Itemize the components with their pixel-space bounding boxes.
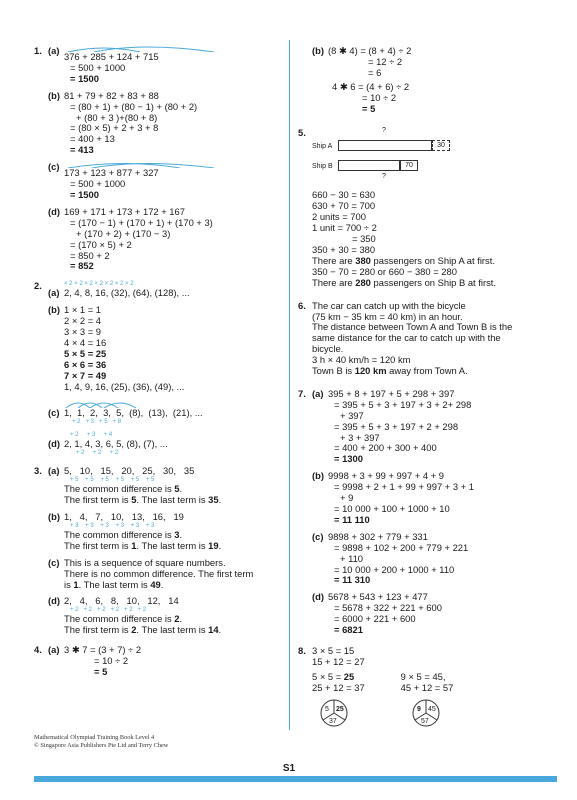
question-number: 1.: [34, 45, 42, 56]
q2-part-b: [48, 305, 284, 392]
work-line: = 5678 + 322 + 221 + 600: [334, 602, 442, 614]
step-labels: + 3 + 3 + 3 + 3 + 3 + 3: [70, 522, 155, 529]
statement: passengers on Ship B at first.: [370, 276, 496, 288]
work-line: + (170 + 2) + (170 − 3): [76, 227, 171, 239]
step-labels: + 2 + 3 + 4: [70, 432, 113, 439]
question-number: 4.: [34, 644, 42, 656]
circle-diagrams: [318, 698, 560, 728]
work-line: = (170 × 5) + 2: [70, 238, 132, 250]
right-column: [298, 46, 560, 737]
work-line: 2 units = 700: [312, 211, 366, 223]
q1-part-a: [48, 46, 284, 85]
circle-diagram-1: [318, 698, 350, 728]
q7-part-b: [312, 471, 560, 526]
statement: There are: [312, 276, 356, 288]
work-line: 395 + 8 + 197 + 5 + 298 + 397: [328, 387, 455, 399]
work-line: (75 km − 35 km = 40 km) in an hour.: [312, 310, 463, 322]
step-labels: + 5 + 5 + 5 + 5 + 5 + 5: [70, 477, 155, 484]
work-line: 1, 4, 9, 16, (25), (36), (49), ...: [64, 380, 185, 392]
work-line: 173 + 123 + 877 + 327: [64, 167, 159, 179]
work-line: 350 − 70 = 280 or 660 − 380 = 280: [312, 265, 457, 277]
work-line: + (80 + 3 )+(80 + 8): [76, 111, 158, 123]
part-label: (b): [48, 511, 60, 522]
work-line: 376 + 285 + 124 + 715: [64, 51, 159, 62]
work-line: 1 unit = 700 ÷ 2: [312, 222, 377, 234]
q1-part-b: [48, 91, 284, 156]
copyright: © Singapore Asia Publishers Pte Ltd and Terry Chew: [34, 741, 169, 749]
work-line: 630 + 70 = 700: [312, 200, 376, 212]
answer: 3: [174, 528, 180, 540]
statement: . The last term is: [136, 494, 209, 506]
question-number: 3.: [34, 465, 42, 477]
q2-part-a: [48, 281, 284, 299]
part-label: (d): [48, 438, 60, 450]
pie-value: 45: [428, 705, 436, 713]
sequence: 5, 10, 15, 20, 25, 30, 35: [64, 465, 195, 477]
work-line: 3 h × 40 km/h = 120 km: [312, 354, 411, 366]
part-label: (d): [312, 591, 324, 603]
pie-value: 57: [421, 717, 429, 725]
statement: away from Town A.: [386, 365, 468, 377]
statement: passengers on Ship A at first.: [370, 254, 495, 266]
pie-value: 37: [329, 717, 337, 725]
work-line: = 395 + 5 + 3 + 197 + 2 + 298: [334, 420, 459, 432]
work-line: = 9998 + 2 + 1 + 99 + 997 + 3 + 1: [334, 481, 474, 493]
work-line: (8 ✱ 4) = (8 + 4) ÷ 2: [328, 45, 412, 56]
work-line: = (80 × 5) + 2 + 3 + 8: [70, 122, 159, 134]
work-line: = 850 + 2: [70, 249, 110, 261]
answer: = 6821: [334, 624, 363, 636]
step-labels: + 2 + 2 + 2: [76, 450, 119, 457]
work-line: 15 + 12 = 27: [312, 655, 365, 667]
step-labels: + 2 + 2 + 2 + 2 + 2 + 2: [70, 607, 147, 614]
answer: 5: [174, 483, 180, 495]
part-label: (b): [312, 470, 324, 482]
statement: The first term is: [64, 494, 132, 506]
part-label: (d): [48, 205, 60, 217]
statement: The common difference is: [64, 483, 175, 495]
part-label: (a): [48, 45, 60, 56]
question-1: [34, 46, 284, 272]
accent-stripe: [34, 776, 557, 782]
answer: 1: [73, 578, 79, 590]
part-label: (c): [312, 530, 324, 542]
answer: = 1500: [70, 72, 99, 84]
answer: 35: [208, 494, 219, 506]
question-number: 2.: [34, 280, 42, 292]
work-line: 4 ✱ 6 = (4 + 6) ÷ 2: [332, 80, 410, 92]
work-line: = 9898 + 102 + 200 + 779 + 221: [334, 541, 469, 553]
question-3: [34, 466, 284, 636]
work-line: + 3 + 397: [340, 431, 380, 443]
pie-value: 25: [336, 705, 344, 713]
answer: = 11 310: [334, 574, 371, 586]
circle-diagram-2: [410, 698, 442, 728]
ship-b-label: Ship B: [312, 163, 333, 171]
work-line: 1 × 1 = 1: [64, 304, 102, 316]
work-line: 2, 4, 8, 16, (32), (64), (128), ...: [64, 287, 190, 299]
work-line: = 10 000 + 100 + 1000 + 10: [334, 503, 450, 514]
work-line: = 400 + 13: [70, 133, 115, 145]
statement: The common difference is: [64, 528, 175, 540]
work-line: 3 × 5 = 15: [312, 644, 355, 656]
answer: = 852: [70, 260, 94, 272]
work-line: 3 × 3 = 9: [64, 326, 102, 338]
q7-part-c: [312, 532, 560, 587]
work-line: 5678 + 543 + 123 + 477: [328, 591, 428, 603]
q1-part-d: [48, 207, 284, 272]
answer: 2: [174, 613, 180, 625]
statement: This is a sequence of square numbers.: [64, 556, 226, 568]
statement: The first term is: [64, 624, 132, 636]
work-line: same distance for the car to catch up with the: [312, 332, 501, 344]
work-line: 5 × 5 = 25: [64, 347, 107, 359]
answer: = 1300: [334, 453, 363, 465]
part-label: (b): [312, 45, 324, 56]
work-line: 81 + 79 + 82 + 83 + 88: [64, 89, 159, 101]
book-title: Mathematical Olympiad Training Book Level 4: [34, 734, 155, 741]
answer: 14: [208, 624, 219, 636]
answer: 380: [355, 254, 371, 266]
statement: is: [64, 578, 74, 590]
work-line: = 350: [352, 233, 376, 245]
work-line: 660 − 30 = 630: [312, 189, 376, 201]
work-line: 169 + 171 + 173 + 172 + 167: [64, 205, 185, 217]
ship-a-extra: 30: [432, 140, 450, 151]
work-line: 3 ✱ 7 = (3 + 7) ÷ 2: [64, 644, 142, 656]
part-label: (c): [48, 161, 60, 173]
answer: 280: [355, 276, 371, 288]
work-line: = 500 + 1000: [70, 61, 126, 73]
sequence: 2, 4, 6, 8, 10, 12, 14: [64, 595, 179, 607]
question-8: [298, 646, 560, 728]
question-number: 8.: [298, 644, 306, 656]
step-labels: + 2 + 3 + 5 + 8: [72, 419, 122, 426]
answer: 25: [343, 670, 355, 682]
q7-part-d: [312, 592, 560, 636]
work-line: = 395 + 5 + 3 + 197 + 3 + 2+ 298: [334, 398, 472, 410]
work-line: = 6: [368, 66, 382, 78]
statement: There is no common difference. The first term: [64, 567, 254, 579]
work-line: 9 × 5 = 45,: [400, 670, 446, 682]
part-label: (a): [48, 287, 60, 299]
step-labels: × 2 × 2 × 2 × 2 × 2 × 2 × 2: [64, 281, 134, 288]
work-line: bicycle.: [312, 343, 344, 355]
part-label: (d): [48, 595, 60, 607]
footer: [34, 734, 168, 749]
work-line: The distance between Town A and Town B is the: [312, 321, 513, 333]
part-label: (b): [48, 89, 60, 101]
statement: The first term is: [64, 539, 132, 551]
part-label: (a): [312, 387, 324, 399]
column-divider: [289, 40, 290, 730]
answer: 1: [131, 539, 137, 551]
answer: 2: [131, 624, 137, 636]
work-line: + 9: [340, 492, 354, 504]
ship-a-label: Ship A: [312, 143, 333, 151]
ship-b-bar: [338, 160, 400, 171]
answer: = 1500: [70, 188, 99, 200]
pie-value: 9: [417, 705, 421, 713]
part-label: (a): [48, 644, 60, 656]
work-line: 350 + 30 = 380: [312, 243, 376, 255]
answer: = 413: [70, 144, 94, 156]
work-line: 7 × 7 = 49: [64, 369, 107, 381]
work-line: = 500 + 1000: [70, 178, 126, 190]
work-line: 9998 + 3 + 99 + 997 + 4 + 9: [328, 470, 444, 482]
work-line: = 400 + 200 + 300 + 400: [334, 442, 437, 454]
answer: 120 km: [354, 365, 387, 377]
answer: 5: [131, 494, 137, 506]
pie-value: 5: [325, 705, 329, 713]
q1-part-c: [48, 162, 284, 201]
work-line: = (170 − 1) + (170 + 1) + (170 + 3): [70, 216, 213, 228]
page-number: S1: [278, 762, 300, 776]
q2-part-c: [48, 398, 284, 426]
question-2: [34, 281, 284, 457]
question-number: 5.: [298, 127, 306, 139]
q4-part-a: [48, 645, 284, 678]
statement: The common difference is: [64, 613, 175, 625]
question-5: [298, 128, 560, 288]
work-line: 2 × 2 = 4: [64, 315, 102, 327]
work-line: 6 × 6 = 36: [64, 358, 107, 370]
q3-part-d: (d) 2, 4, 6, 8, 10, 12, 14 + 2 + 2 + 2 + 2 + 2 + 2 The common difference is 2. The first term is 2. The last term is 14.: [48, 596, 284, 636]
statement: . The last term is: [78, 578, 151, 590]
work-line: = 12 ÷ 2: [368, 55, 403, 67]
answer: = 5: [362, 102, 376, 114]
statement: . The last term is: [136, 624, 209, 636]
question-4: [34, 645, 284, 678]
answer: = 5: [94, 665, 108, 677]
work-line: = 10 ÷ 2: [94, 655, 129, 667]
question-number: 6.: [298, 299, 306, 311]
question-6: [298, 301, 560, 377]
work-line: + 110: [340, 552, 364, 564]
answer: 49: [150, 578, 161, 590]
work-line: = (80 + 1) + (80 − 1) + (80 + 2): [70, 100, 198, 112]
work-line: 5 × 5 =: [312, 670, 344, 682]
work-line: 45 + 12 = 57: [400, 681, 454, 693]
question-number: 7.: [298, 387, 306, 399]
answer: 19: [208, 539, 219, 551]
work-line: + 397: [340, 409, 364, 421]
work-line: 2, 1, 4, 3, 6, 5, (8), (7), ...: [64, 438, 168, 450]
sequence: 1, 4, 7, 10, 13, 16, 19: [64, 511, 184, 522]
q3-part-a: (a) 5, 10, 15, 20, 25, 30, 35 + 5 + 5 + 5 + 5 + 5 + 5 The common difference is 5. The first term is 5. The last term is 35.: [48, 466, 284, 506]
work-line: The car can catch up with the bicycle: [312, 299, 466, 311]
q3-part-b: (b) 1, 4, 7, 10, 13, 16, 19 + 3 + 3 + 3 + 3 + 3 + 3 The common difference is 3. The first term is 1. The last term is 19.: [48, 512, 284, 552]
part-label: (b): [48, 304, 60, 316]
work-line: 1, 1, 2, 3, 5, (8), (13), (21), ...: [64, 407, 203, 419]
part-label: (c): [48, 556, 60, 568]
ship-b-extra: 70: [400, 160, 418, 171]
question-4-continued: [312, 46, 560, 114]
page-footer-bar: [0, 760, 577, 800]
q3-part-c: (c) This is a sequence of square numbers. There is no common difference. The first term is 1. The last term is 49.: [48, 558, 284, 591]
q2-part-d: [48, 432, 284, 457]
answer: = 11 110: [334, 513, 370, 525]
ship-bar-model: [312, 128, 560, 186]
question-mark: ?: [382, 127, 386, 135]
q7-part-a: [312, 389, 560, 465]
work-line: 4 × 4 = 16: [64, 336, 107, 348]
statement: . The last term is: [136, 539, 209, 551]
part-label: (c): [48, 407, 60, 419]
statement: There are: [312, 254, 356, 266]
question-mark: ?: [382, 173, 386, 181]
part-label: (a): [48, 465, 60, 477]
ship-a-bar: [338, 140, 432, 151]
work-line: 25 + 12 = 37: [312, 681, 365, 693]
work-line: 9898 + 302 + 779 + 331: [328, 530, 428, 542]
left-column: [34, 46, 284, 687]
statement: Town B is: [312, 365, 355, 377]
question-7: [298, 389, 560, 636]
work-line: = 10 ÷ 2: [362, 91, 397, 103]
work-line: = 10 000 + 200 + 1000 + 110: [334, 563, 455, 575]
q4-part-b: [312, 46, 560, 114]
work-line: = 6000 + 221 + 600: [334, 613, 416, 625]
